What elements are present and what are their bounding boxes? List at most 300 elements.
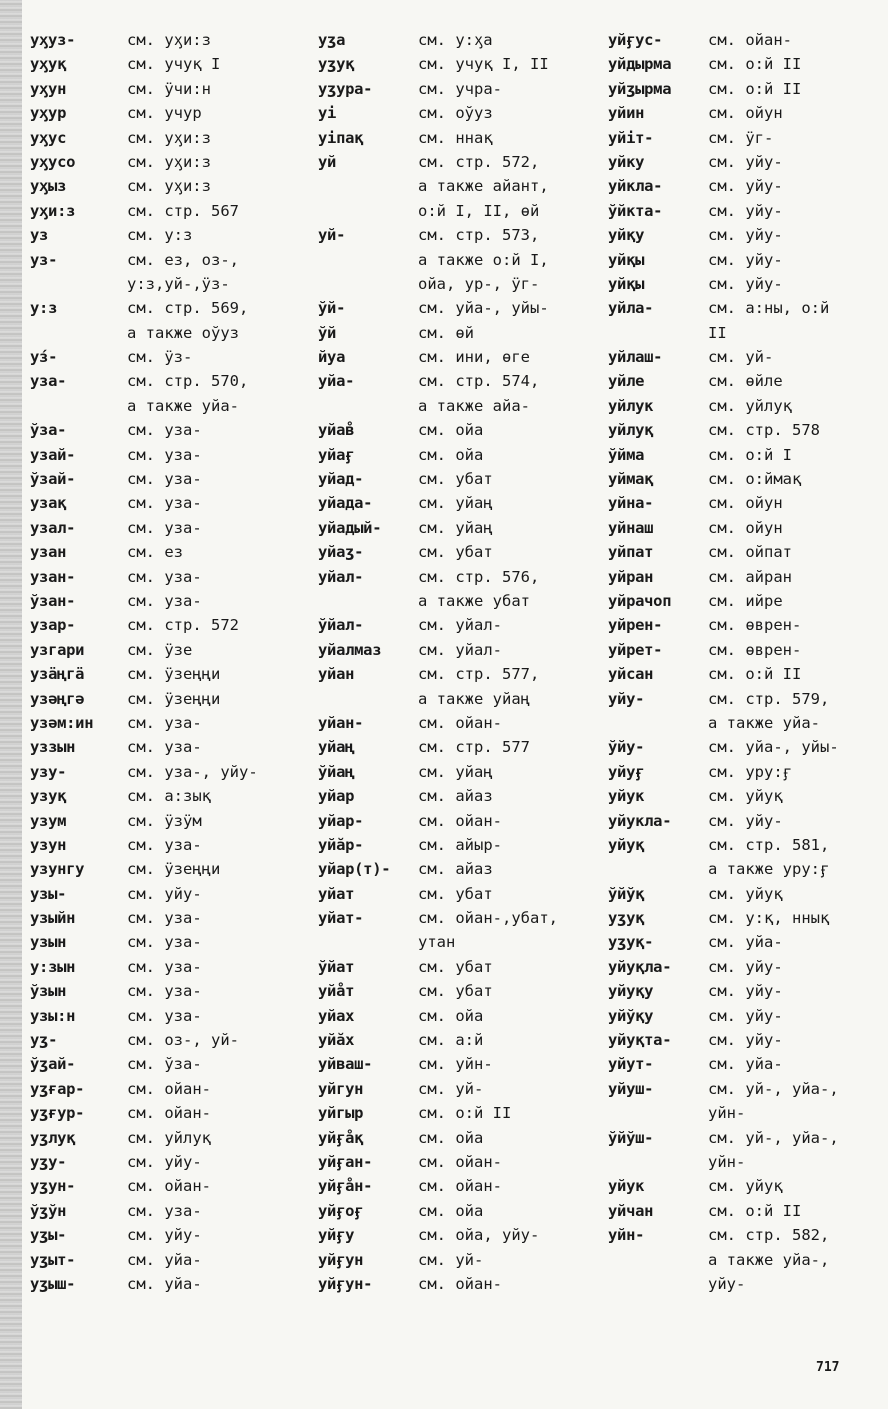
headword: узыйн: [30, 909, 76, 928]
cross-reference: а также убат: [418, 591, 530, 610]
headword: уйут-: [608, 1055, 654, 1074]
headword: уйрен-: [608, 616, 663, 635]
cross-reference: см. ез: [127, 543, 183, 562]
headword: уіпақ: [318, 128, 364, 147]
dictionary-entry: [30, 1248, 305, 1272]
headword: уӡғар-: [30, 1079, 85, 1098]
dictionary-entry: [30, 126, 305, 150]
cross-reference: см. уйлуқ: [708, 396, 792, 415]
dictionary-entry: [30, 1223, 305, 1247]
dictionary-entry: [608, 223, 868, 247]
dictionary-entry: [608, 1077, 868, 1101]
dictionary-entry: [30, 101, 305, 125]
cross-reference: см. убат: [418, 884, 493, 903]
headword: уйах: [318, 1006, 355, 1025]
dictionary-entry: [30, 735, 305, 759]
headword: [318, 174, 418, 198]
dictionary-entry: [608, 1272, 868, 1296]
dictionary-entry: [30, 321, 305, 345]
headword: уйан: [318, 665, 355, 684]
headword: уйку: [608, 152, 645, 171]
headword: уйқы: [608, 274, 645, 293]
dictionary-entry: [608, 1223, 868, 1247]
headword: уйан-: [318, 713, 364, 732]
dictionary-entry: [608, 1028, 868, 1052]
dictionary-entry: [608, 1126, 868, 1150]
dictionary-entry: [30, 638, 305, 662]
cross-reference: уйн-: [708, 1104, 746, 1123]
headword: ўйкта-: [608, 201, 663, 220]
cross-reference: см. уйа-: [127, 1274, 202, 1293]
headword: [608, 1248, 708, 1272]
dictionary-entry: [318, 1150, 596, 1174]
headword: ўза-: [30, 421, 67, 440]
cross-reference: см. у:ӽа: [418, 31, 493, 49]
cross-reference: см. ойпат: [708, 543, 792, 562]
cross-reference: см. ойан-: [418, 1177, 502, 1196]
cross-reference: см. уӽи:з: [127, 177, 211, 196]
dictionary-entry: [608, 150, 868, 174]
cross-reference: см. уза-: [127, 909, 202, 928]
cross-reference: см. уйа-: [127, 1250, 202, 1269]
cross-reference: см. уйу-: [708, 274, 783, 293]
cross-reference: см. ойан-: [127, 1079, 211, 1098]
headword: уйӻун-: [318, 1274, 373, 1293]
cross-reference: о:й I, II, өй: [418, 201, 540, 220]
headword: уӽусо: [30, 152, 76, 171]
headword: узәм:ин: [30, 713, 94, 732]
cross-reference: см. уру:ӻ: [708, 762, 792, 781]
headword: уйад-: [318, 470, 364, 489]
headword: узуқ: [30, 787, 67, 806]
cross-reference: а также уру:ӻ: [708, 860, 830, 879]
cross-reference: см. уйу-: [708, 152, 783, 171]
cross-reference: а также айант,: [418, 177, 549, 196]
headword: уӽуқ: [30, 55, 67, 74]
cross-reference: см. ойан-: [708, 31, 792, 49]
cross-reference: см. уйу-: [708, 1006, 783, 1025]
cross-reference: см. ӱз-: [127, 348, 193, 367]
dictionary-entry: [30, 540, 305, 564]
headword: уйӻан-: [318, 1152, 373, 1171]
cross-reference: см. ойан-: [418, 1152, 502, 1171]
dictionary-entry: [30, 1052, 305, 1076]
cross-reference: см. ез, оз-,: [127, 250, 239, 269]
dictionary-entry: [30, 662, 305, 686]
headword: йуа: [318, 348, 346, 367]
cross-reference: см. ойа: [418, 1128, 484, 1147]
cross-reference: см. учур: [127, 104, 202, 123]
headword: уйаң: [318, 738, 355, 757]
dictionary-entry: [30, 1150, 305, 1174]
dictionary-entry: [608, 1199, 868, 1223]
dictionary-entry: [30, 613, 305, 637]
headword: уйуш-: [608, 1079, 654, 1098]
cross-reference: см. оз-, уй-: [127, 1031, 239, 1050]
cross-reference: см. уйу-: [127, 1226, 202, 1245]
cross-reference: уйн-: [708, 1152, 746, 1171]
headword: уйат-: [318, 909, 364, 928]
cross-reference: см. уза-: [127, 470, 202, 489]
headword: узун: [30, 835, 67, 854]
headword: уйлаш-: [608, 348, 663, 367]
headword: уйгун: [318, 1079, 364, 1098]
dictionary-entry: [30, 760, 305, 784]
headword: ўӡўн: [30, 1201, 67, 1220]
dictionary-entry: [608, 906, 868, 930]
dictionary-entry: [608, 443, 868, 467]
dictionary-entry: [318, 735, 596, 759]
headword: ўйма: [608, 445, 645, 464]
cross-reference: см. айран: [708, 567, 792, 586]
dictionary-entry: [318, 882, 596, 906]
cross-reference: см. стр. 573,: [418, 226, 540, 245]
dictionary-entry: [608, 52, 868, 76]
headword: узәңгә: [30, 689, 85, 708]
cross-reference: см. ойа, уйу-: [418, 1226, 540, 1245]
headword: уйран: [608, 567, 654, 586]
dictionary-entry: [608, 1004, 868, 1028]
dictionary-entry: [318, 565, 596, 589]
cross-reference: см. стр. 577,: [418, 665, 540, 684]
dictionary-entry: [608, 418, 868, 442]
headword: узгари: [30, 640, 85, 659]
dictionary-entry: [318, 1272, 596, 1296]
headword: узу-: [30, 762, 67, 781]
headword: уйуқта-: [608, 1031, 672, 1050]
dictionary-entry: [608, 760, 868, 784]
cross-reference: см. убат: [418, 957, 493, 976]
dictionary-entry: [608, 1052, 868, 1076]
dictionary-entry: [318, 540, 596, 564]
dictionary-entry: [608, 1174, 868, 1198]
dictionary-entry: [30, 272, 305, 296]
headword: уйнаш: [608, 518, 654, 537]
headword: уйле: [608, 372, 645, 391]
cross-reference: см. айыр-: [418, 835, 502, 854]
dictionary-entry: [318, 296, 596, 320]
cross-reference: см. уйаң: [418, 762, 493, 781]
headword: [318, 687, 418, 711]
dictionary-entry: [318, 28, 596, 52]
headword: уйат: [318, 884, 355, 903]
headword: уӡу-: [30, 1152, 67, 1171]
dictionary-entry: [318, 1077, 596, 1101]
cross-reference: см. оўуз: [418, 104, 493, 123]
cross-reference: см. ӱг-: [708, 128, 774, 147]
dictionary-entry: [318, 613, 596, 637]
headword: уйчан: [608, 1201, 654, 1220]
cross-reference: см. уйу-: [127, 884, 202, 903]
headword: узы-: [30, 884, 67, 903]
dictionary-entry: [318, 906, 596, 930]
cross-reference: см. ӱзеңңи: [127, 689, 221, 708]
dictionary-entry: [30, 223, 305, 247]
headword: ўйўқ: [608, 884, 645, 903]
dictionary-entry: [608, 369, 868, 393]
cross-reference: см. стр. 572,: [418, 152, 540, 171]
cross-reference: см. уйуқ: [708, 884, 783, 903]
cross-reference: см. а:ны, о:й: [708, 299, 830, 318]
cross-reference: см. уйу-: [708, 226, 783, 245]
cross-reference: см. ойун: [708, 494, 783, 513]
cross-reference: см. ойа: [418, 421, 484, 440]
cross-reference: см. уза-: [127, 591, 202, 610]
dictionary-entry: [318, 638, 596, 662]
headword: уйал-: [318, 567, 364, 586]
dictionary-entry: [318, 809, 596, 833]
cross-reference: см. уйа-: [708, 1055, 783, 1074]
headword: уйуқ: [608, 835, 645, 854]
cross-reference: см. уйа-: [708, 933, 783, 952]
cross-reference: см. ӱзеңңи: [127, 860, 221, 879]
dictionary-entry: [318, 77, 596, 101]
headword: [30, 272, 127, 296]
cross-reference: см. уза-: [127, 835, 202, 854]
dictionary-entry: [30, 1028, 305, 1052]
cross-reference: см. уйуқ: [708, 787, 783, 806]
cross-reference: см. уйал-: [418, 616, 502, 635]
dictionary-entry: [318, 199, 596, 223]
dictionary-entry: [30, 296, 305, 320]
cross-reference: см. ӱзӱм: [127, 811, 202, 830]
headword: уйуӻ: [608, 762, 645, 781]
headword: уйада-: [318, 494, 373, 513]
headword: у:з: [30, 299, 58, 318]
cross-reference: см. ойа: [418, 445, 484, 464]
cross-reference: см. ойан-,убат,: [418, 909, 558, 928]
dictionary-entry: [318, 272, 596, 296]
headword: узақ: [30, 494, 67, 513]
dictionary-entry: [318, 711, 596, 735]
dictionary-entry: [318, 833, 596, 857]
dictionary-entry: [608, 735, 868, 759]
cross-reference: см. о:й I: [708, 445, 792, 464]
cross-reference: см. уза-: [127, 494, 202, 513]
dictionary-entry: [318, 248, 596, 272]
dictionary-entry: [318, 857, 596, 881]
dictionary-entry: [30, 1004, 305, 1028]
dictionary-entry: [318, 516, 596, 540]
headword: уӡура-: [318, 79, 373, 98]
headword: узан-: [30, 567, 76, 586]
headword: уйукла-: [608, 811, 672, 830]
headword: [608, 321, 708, 345]
headword: уйна-: [608, 494, 654, 513]
headword: уйук: [608, 1177, 645, 1196]
cross-reference: см. ойан-: [418, 1274, 502, 1293]
cross-reference: а также уйа-: [708, 713, 820, 732]
dictionary-entry: [608, 1150, 868, 1174]
cross-reference: см. стр. 570,: [127, 372, 249, 391]
headword: уӡуқ: [318, 55, 355, 74]
dictionary-entry: [608, 979, 868, 1003]
headword: уйар(т)-: [318, 860, 391, 879]
cross-reference: см. уйн-: [418, 1055, 493, 1074]
headword: ўзан-: [30, 591, 76, 610]
cross-reference: см. о:й II: [708, 55, 802, 74]
cross-reference: см. уза-: [127, 1201, 202, 1220]
cross-reference: см. уза-: [127, 518, 202, 537]
cross-reference: см. уй-: [708, 348, 774, 367]
headword: ўйал-: [318, 616, 364, 635]
cross-reference: см. ини, өге: [418, 348, 530, 367]
cross-reference: см. уза-: [127, 957, 202, 976]
dictionary-entry: [608, 491, 868, 515]
headword: [608, 1272, 708, 1296]
cross-reference: а также о:й I,: [418, 250, 549, 269]
cross-reference: у:з,уй-,ӱз-: [127, 274, 230, 293]
dictionary-entry: [30, 906, 305, 930]
dictionary-entry: [608, 540, 868, 564]
dictionary-entry: [30, 882, 305, 906]
dictionary-entry: [318, 467, 596, 491]
cross-reference: см. а:й: [418, 1031, 484, 1050]
cross-reference: см. уйуқ: [708, 1177, 783, 1196]
dictionary-entry: [608, 809, 868, 833]
dictionary-entry: [30, 174, 305, 198]
dictionary-entry: [608, 857, 868, 881]
cross-reference: см. уза-, уйу-: [127, 762, 258, 781]
cross-reference: см. уйу-: [708, 201, 783, 220]
headword: [318, 199, 418, 223]
cross-reference: а также уйаң: [418, 689, 530, 708]
headword: уй: [318, 152, 337, 171]
cross-reference: см. айаз: [418, 787, 493, 806]
cross-reference: см. ойан-: [418, 811, 502, 830]
dictionary-entry: [608, 296, 868, 320]
headword: уйсан: [608, 665, 654, 684]
cross-reference: см. уйу-: [708, 177, 783, 196]
cross-reference: см. уза-: [127, 1006, 202, 1025]
headword: ўзын: [30, 982, 67, 1001]
headword: уйаӡ-: [318, 543, 364, 562]
column-3: [608, 28, 868, 1296]
cross-reference: см. о:й II: [418, 1104, 512, 1123]
dictionary-entry: [318, 52, 596, 76]
headword: [608, 857, 708, 881]
dictionary-entry: [608, 711, 868, 735]
dictionary-entry: [30, 1174, 305, 1198]
headword: уйпат: [608, 543, 654, 562]
dictionary-entry: [608, 272, 868, 296]
dictionary-entry: [608, 1248, 868, 1272]
headword: уӡғур-: [30, 1104, 85, 1123]
headword: уйваш-: [318, 1055, 373, 1074]
cross-reference: см. уӽи:з: [127, 152, 211, 171]
cross-reference: см. ойан-: [127, 1177, 211, 1196]
dictionary-entry: [30, 1199, 305, 1223]
dictionary-entry: [30, 1126, 305, 1150]
headword: уйӻу: [318, 1226, 355, 1245]
cross-reference: см. у:з: [127, 226, 193, 245]
cross-reference: см. уйу-: [708, 811, 783, 830]
cross-reference: см. ӱзеңңи: [127, 665, 221, 684]
cross-reference: см. уй-: [418, 1250, 484, 1269]
dictionary-entry: [608, 174, 868, 198]
headword: уйлук: [608, 396, 654, 415]
headword: уӽи:з: [30, 201, 76, 220]
cross-reference: см. уза-: [127, 933, 202, 952]
cross-reference: а также уйа-,: [708, 1250, 830, 1269]
column-1: [30, 28, 305, 1296]
cross-reference: см. өврен-: [708, 616, 802, 635]
cross-reference: см. өврен-: [708, 640, 802, 659]
cross-reference: см. уйу-: [708, 982, 783, 1001]
dictionary-entry: [30, 52, 305, 76]
dictionary-entry: [608, 955, 868, 979]
headword: уйрачоп: [608, 591, 672, 610]
cross-reference: см. өйле: [708, 372, 783, 391]
cross-reference: см. ойа: [418, 1201, 484, 1220]
cross-reference: см. уй-, уйа-,: [708, 1079, 839, 1098]
cross-reference: см. уза-: [127, 738, 202, 757]
dictionary-entry: [318, 1004, 596, 1028]
headword: [608, 1150, 708, 1174]
headword: уйар: [318, 787, 355, 806]
headword: уйук: [608, 787, 645, 806]
headword: уӽун: [30, 79, 67, 98]
headword: уйлуқ: [608, 421, 654, 440]
headword: уйіт-: [608, 128, 654, 147]
dictionary-entry: [30, 784, 305, 808]
headword: уйалмаз: [318, 640, 382, 659]
cross-reference: II: [708, 323, 727, 342]
dictionary-entry: [30, 809, 305, 833]
headword: ўйу-: [608, 738, 645, 757]
dictionary-entry: [30, 857, 305, 881]
headword: уйқу: [608, 226, 645, 245]
dictionary-entry: [30, 28, 305, 52]
cross-reference: см. о:й II: [708, 79, 802, 98]
headword: уйуқу: [608, 982, 654, 1001]
dictionary-entry: [318, 150, 596, 174]
cross-reference: см. уза-: [127, 713, 202, 732]
headword: у:зын: [30, 957, 76, 976]
cross-reference: см. уӽи:з: [127, 31, 211, 49]
headword: узар-: [30, 616, 76, 635]
dictionary-entry: [318, 394, 596, 418]
page-number: 717: [816, 1360, 840, 1375]
headword: уӡы-: [30, 1226, 67, 1245]
dictionary-entry: [608, 784, 868, 808]
headword: уйӻа̊қ: [318, 1128, 364, 1147]
dictionary-entry: [608, 662, 868, 686]
cross-reference: см. уза-: [127, 982, 202, 1001]
dictionary-entry: [318, 1223, 596, 1247]
headword: уйӑр-: [318, 835, 364, 854]
cross-reference: см. уйу-: [708, 957, 783, 976]
headword: уйа̊т: [318, 982, 355, 1001]
headword: узы:н: [30, 1006, 76, 1025]
headword: ўйат: [318, 957, 355, 976]
cross-reference: см. стр. 577: [418, 738, 530, 757]
cross-reference: см. стр. 572: [127, 616, 239, 635]
dictionary-entry: [318, 101, 596, 125]
cross-reference: см. стр. 581,: [708, 835, 830, 854]
headword: уйу-: [608, 689, 645, 708]
cross-reference: см. уза-: [127, 567, 202, 586]
headword: уйрет-: [608, 640, 663, 659]
dictionary-entry: [318, 174, 596, 198]
dictionary-entry: [318, 321, 596, 345]
dictionary-entry: [30, 930, 305, 954]
headword: уйқы: [608, 250, 645, 269]
headword: уз́-: [30, 348, 58, 367]
headword: уӡлуқ: [30, 1128, 76, 1147]
headword: уі: [318, 104, 337, 123]
headword: ўйаң: [318, 762, 355, 781]
